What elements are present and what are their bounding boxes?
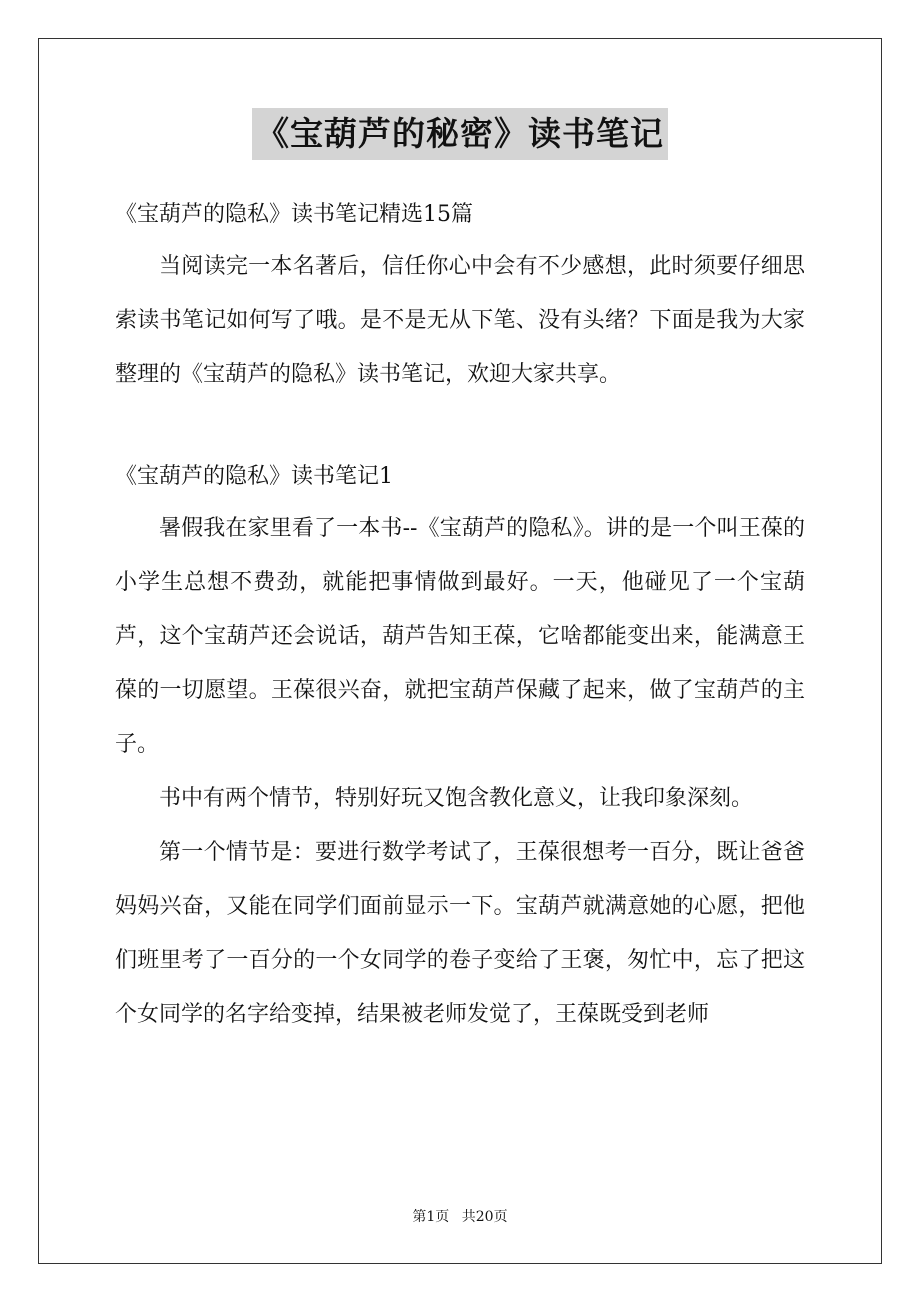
document-subtitle: 《宝葫芦的隐私》读书笔记精选15篇: [115, 202, 473, 227]
section-heading: 《宝葫芦的隐私》读书笔记1: [115, 464, 393, 489]
section-spacer: [115, 402, 805, 452]
title-container: [0, 108, 920, 160]
body-paragraph: 第一个情节是：要进行数学考试了，王葆很想考一百分，既让爸爸妈妈兴奋，又能在同学们面前显示一下。宝葫芦就满意她的心愿，把他们班里考了一百分的一个女同学的卷子变给了王褒，匆忙中，忘了把这个女同学的名字给变掉，结果被老师发觉了，王葆既受到老师: [115, 840, 805, 1027]
body-paragraph: 暑假我在家里看了一本书--《宝葫芦的隐私》。讲的是一个叫王葆的小学生总想不费劲，就能把事情做到最好。一天，他碰见了一个宝葫芦，这个宝葫芦还会说话，葫芦告知王葆，它啥都能变出来，能满意王葆的一切愿望。王葆很兴奋，就把宝葫芦保藏了起来，做了宝葫芦的主子。: [115, 516, 805, 757]
document-title: 《宝葫芦的秘密》读书笔记: [252, 108, 668, 160]
page-number: 第1页: [412, 1209, 450, 1225]
body-paragraph: 书中有两个情节，特别好玩又饱含教化意义，让我印象深刻。: [159, 786, 754, 811]
page-total: 共20页: [461, 1209, 508, 1225]
page-footer: [0, 1206, 920, 1226]
document-body: [115, 190, 805, 1042]
intro-paragraph: 当阅读完一本名著后，信任你心中会有不少感想，此时须要仔细思索读书笔记如何写了哦。是不是无从下笔、没有头绪？下面是我为大家整理的《宝葫芦的隐私》读书笔记，欢迎大家共享。: [115, 254, 805, 387]
